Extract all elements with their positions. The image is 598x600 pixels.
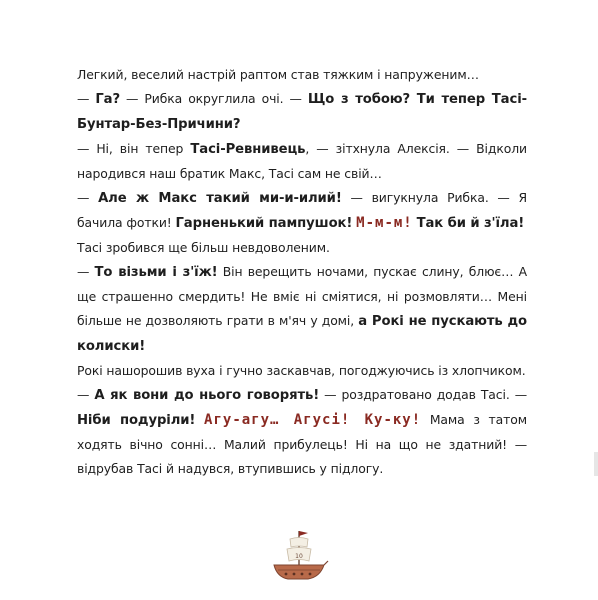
text-segment: , — зітхнула Алексія. — Відколи народився наш братик Макс, Тасі сам не свій… [77,141,527,181]
text-segment: Рокі нашорошив вуха і гучно заскавчав, погоджуючись із хлопчиком. [77,363,526,378]
page-edge-mark [594,452,598,476]
text-segment: Він верещить ночами, пускає слину, блює… А ще страшенно смердить! Не вміє ні сміятися, ні розмовляти… Мені більше не дозволяють грати в м'яч у домі, [77,264,527,328]
text-segment: — вигукнула Рибка. — Я бачила фотки! [77,190,527,230]
bold-phrase: Га? [95,92,120,107]
text-segment: — [77,264,95,279]
bold-phrase: А як вони до нього говорять! [94,388,320,403]
paragraph-p2 [77,87,527,137]
paragraph-p6 [77,260,527,359]
emphasis-sound: М-м-м! [356,215,413,231]
text-segment: — [77,190,99,205]
text-segment [195,412,204,427]
emphasis-sound: Агу-агу… Агусі! Ку-ку! [204,412,422,428]
pirate-ship-icon [268,525,330,587]
paragraph-p5 [77,236,527,260]
bold-phrase: То візьми і з'їж! [94,265,218,280]
text-segment: — роздратовано додав Тасі. — [319,387,527,402]
sail-number: 10 [295,553,303,560]
text-segment: Тасі зробився ще більш невдоволеним. [77,240,330,255]
paragraph-p8 [77,383,527,481]
paragraph-p3 [77,137,527,186]
text-segment: Легкий, веселий настрій раптом став тяжким і напруженим… [77,67,479,82]
bold-phrase: Що з тобою? Ти тепер Тасі-Бунтар-Без-Причини? [77,92,527,132]
paragraph-p4 [77,186,527,236]
story-text [77,63,527,481]
bold-phrase: а Рокі не пускають до колиски! [77,314,527,354]
bold-phrase: Тасі-Ревнивець [190,142,306,157]
text-segment: — [77,91,96,106]
bold-phrase: Але ж Макс такий ми-и-илий! [98,191,342,206]
bold-phrase: Так би й з'їла! [416,216,525,231]
bold-phrase: Ніби подуріли! [77,413,196,428]
bold-phrase: Гарненький пампушок! [175,216,353,231]
text-segment: — Рибка округлила очі. — [120,91,308,106]
paragraph-p7 [77,359,527,383]
paragraph-p1 [77,63,527,87]
text-segment: — [77,387,95,402]
text-segment: — Ні, він тепер [77,141,191,156]
text-segment: Мама з татом ходять вічно сонні… Малий прибулець! Ні на що не здатний! — відрубав Тасі й надувся, втупившись у підлогу. [77,412,527,476]
